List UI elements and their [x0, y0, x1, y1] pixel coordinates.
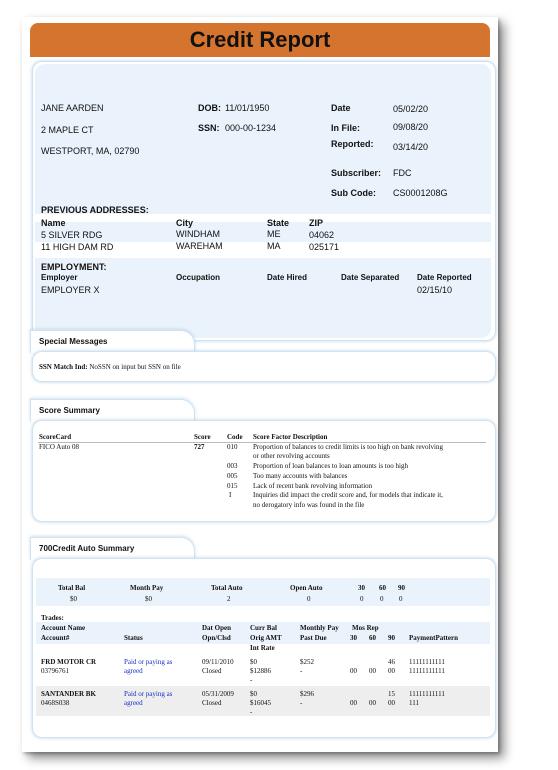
- subscriber-label: Subscriber:: [331, 168, 382, 178]
- reason-desc-3: Too many accounts with balances: [253, 472, 348, 480]
- special-message-line: [39, 363, 181, 371]
- addr-header-name: Name: [41, 218, 66, 228]
- totals-band: [36, 578, 490, 606]
- trade-header-int-rate: Int Rate: [250, 644, 275, 652]
- trade-header-30: 30: [350, 634, 357, 642]
- trade-header-orig-amt: Orig AMT: [250, 634, 282, 642]
- score-value: 727: [194, 443, 205, 451]
- trade-1-60: 00: [369, 667, 376, 675]
- addr-row-1-state: ME: [267, 229, 281, 239]
- totals-value-open-auto: 0: [307, 595, 311, 603]
- trade-2-90: 00: [388, 699, 395, 707]
- subcode-label: Sub Code:: [331, 188, 376, 198]
- reason-desc-5: Inquiries did impact the credit score and, for models that indicate it,: [253, 491, 443, 499]
- subject-city: WESTPORT, MA, 02790: [41, 146, 140, 156]
- emp-header-date-reported: Date Reported: [417, 273, 472, 282]
- employment-heading: EMPLOYMENT:: [41, 262, 107, 272]
- trade-2-orig-amt: $16045: [250, 699, 271, 707]
- trade-1-status-line1[interactable]: Paid or paying as: [124, 658, 173, 666]
- subject-street: 2 MAPLE CT: [41, 125, 94, 135]
- trade-2-pattern-line1: 11111111111: [409, 690, 445, 698]
- addr-header-city: City: [176, 218, 194, 228]
- ssn-label: SSN:: [198, 123, 220, 133]
- trade-2-int-rate: -: [250, 708, 253, 716]
- totals-header-month-pay: Month Pay: [130, 584, 164, 592]
- infile-value: 09/08/20: [393, 122, 429, 132]
- trade-header-monthly-pay: Monthly Pay: [300, 624, 339, 632]
- trade-2-60: 00: [369, 699, 376, 707]
- addr-row-2-name: 11 HIGH DAM RD: [41, 242, 114, 252]
- addr-row-2-zip: 025171: [309, 242, 340, 252]
- trade-1-status-line2[interactable]: agreed: [124, 667, 143, 675]
- tab-special-messages[interactable]: Special Messages: [30, 330, 195, 353]
- trade-1-curr-bal: $0: [250, 658, 257, 666]
- reported-label: Reported:: [331, 139, 374, 149]
- dob-value: 11/01/1950: [225, 103, 270, 113]
- trade-1-open-closed: Closed: [202, 667, 222, 675]
- report-title: Credit Report: [30, 23, 490, 57]
- addresses-header-band: [35, 222, 491, 242]
- trade-1-pattern-line1: 11111111111: [409, 658, 445, 666]
- reason-desc-2: Proportion of loan balances to loan amounts is too high: [253, 462, 408, 470]
- reason-desc-1-cont: or other revolving accounts: [253, 452, 330, 460]
- trade-1-mos-rep: 46: [388, 658, 395, 666]
- reason-code-3: 005: [227, 472, 238, 480]
- trade-header-dat-open: Dat Open: [202, 624, 231, 632]
- totals-value-60: 0: [380, 595, 384, 603]
- date-label: Date: [331, 103, 351, 113]
- trade-header-payment-pattern: PaymentPattern: [409, 634, 458, 642]
- totals-header-60: 60: [379, 584, 386, 592]
- trade-header-account-name: Account Name: [41, 624, 86, 632]
- totals-value-month-pay: $0: [145, 595, 152, 603]
- reason-code-2: 003: [227, 462, 238, 470]
- date-reported-value: 02/15/10: [417, 285, 453, 295]
- trade-1-orig-amt: $12886: [250, 667, 271, 675]
- addr-row-1-zip: 04062: [309, 230, 335, 240]
- reason-code-1: 010: [227, 443, 238, 451]
- totals-value-90: 0: [399, 595, 403, 603]
- trade-2-date-open: 05/31/2009: [202, 690, 234, 698]
- trade-1-30: 00: [350, 667, 357, 675]
- trade-2-30: 00: [350, 699, 357, 707]
- totals-value-total-auto: 2: [227, 595, 231, 603]
- emp-header-occupation: Occupation: [176, 273, 221, 282]
- trade-header-status: Status: [124, 634, 143, 642]
- score-header-scorecard: ScoreCard: [39, 433, 72, 441]
- reason-desc-1: Proportion of balances to credit limits is too high on bank revolving: [253, 443, 443, 451]
- trade-2-open-closed: Closed: [202, 699, 222, 707]
- ssn-value: 000-00-1234: [225, 123, 277, 133]
- ssn-match-label: SSN Match Ind:: [39, 363, 88, 371]
- emp-header-employer: Employer: [41, 273, 78, 282]
- date-value: 05/02/20: [393, 104, 429, 114]
- dob-label: DOB:: [198, 103, 221, 113]
- totals-header-total-bal: Total Bal: [58, 584, 86, 592]
- tab-score-summary[interactable]: Score Summary: [30, 399, 195, 422]
- reason-desc-4: Lack of recent bank revolving information: [253, 482, 373, 490]
- totals-value-30: 0: [360, 595, 364, 603]
- tab-auto-summary[interactable]: 700Credit Auto Summary: [30, 537, 195, 560]
- reason-code-5: I: [229, 491, 232, 499]
- trade-header-mos-rep: Mos Rep: [352, 624, 379, 632]
- report-sheet: [22, 17, 498, 752]
- trade-1-account: 03796761: [41, 667, 69, 675]
- trade-2-account: 0468S038: [41, 699, 70, 707]
- emp-header-date-separated: Date Separated: [341, 273, 400, 282]
- trade-1-pattern-line2: 11111111111: [409, 667, 445, 675]
- subcode-value: CS0001208G: [393, 188, 448, 198]
- trade-1-past-due: -: [300, 667, 303, 675]
- trade-2-curr-bal: $0: [250, 690, 257, 698]
- trade-header-account-num: Account#: [41, 634, 70, 642]
- scorecard-value: FICO Auto 08: [39, 443, 80, 451]
- addr-header-zip: ZIP: [309, 218, 324, 228]
- emp-header-date-hired: Date Hired: [267, 273, 308, 282]
- reason-desc-5-cont: no derogatory info was found in the file: [253, 501, 365, 509]
- employer-value: EMPLOYER X: [41, 285, 100, 295]
- reason-code-4: 015: [227, 482, 238, 490]
- ssn-match-text: NoSSN on input but SSN on file: [89, 363, 181, 371]
- trade-2-monthly: $296: [300, 690, 314, 698]
- subject-name: JANE AARDEN: [41, 103, 104, 113]
- reported-value: 03/14/20: [393, 142, 429, 152]
- trade-2-mos-rep: 15: [388, 690, 395, 698]
- subscriber-value: FDC: [393, 168, 412, 178]
- infile-label: In File:: [331, 123, 360, 133]
- totals-header-open-auto: Open Auto: [290, 584, 323, 592]
- addr-row-2-state: MA: [267, 241, 281, 251]
- trade-header-90: 90: [388, 634, 395, 642]
- score-header-score: Score: [194, 433, 211, 441]
- trade-2-status-line1[interactable]: Paid or paying as: [124, 690, 173, 698]
- trade-header-60: 60: [369, 634, 376, 642]
- score-header-code: Code: [227, 433, 243, 441]
- totals-header-30: 30: [358, 584, 365, 592]
- trade-1-int-rate: -: [250, 676, 253, 684]
- trade-2-status-line2[interactable]: agreed: [124, 699, 143, 707]
- totals-header-total-auto: Total Auto: [211, 584, 243, 592]
- previous-addresses-heading: PREVIOUS ADDRESSES:: [41, 205, 149, 215]
- trade-1-90: 00: [388, 667, 395, 675]
- trade-header-curr-bal: Curr Bal: [250, 624, 277, 632]
- totals-value-total-bal: $0: [70, 595, 77, 603]
- score-header-description: Score Factor Description: [253, 433, 328, 441]
- trade-1-name: FRD MOTOR CR: [41, 658, 97, 666]
- trades-label: Trades:: [41, 614, 64, 622]
- trade-header-past-due: Past Due: [300, 634, 327, 642]
- trade-1-date-open: 09/11/2010: [202, 658, 234, 666]
- addr-header-state: State: [267, 218, 290, 228]
- trade-header-opn-clsd: Opn/Clsd: [202, 634, 231, 642]
- addr-row-1-city: WINDHAM: [176, 229, 220, 239]
- trade-2-past-due: -: [300, 699, 303, 707]
- trade-2-name: SANTANDER BK: [41, 690, 96, 698]
- addr-row-1-name: 5 SILVER RDG: [41, 230, 103, 240]
- totals-header-90: 90: [398, 584, 405, 592]
- addr-row-2-city: WAREHAM: [176, 241, 223, 251]
- trade-1-monthly: $252: [300, 658, 314, 666]
- trade-2-pattern-line2: 111: [409, 699, 419, 707]
